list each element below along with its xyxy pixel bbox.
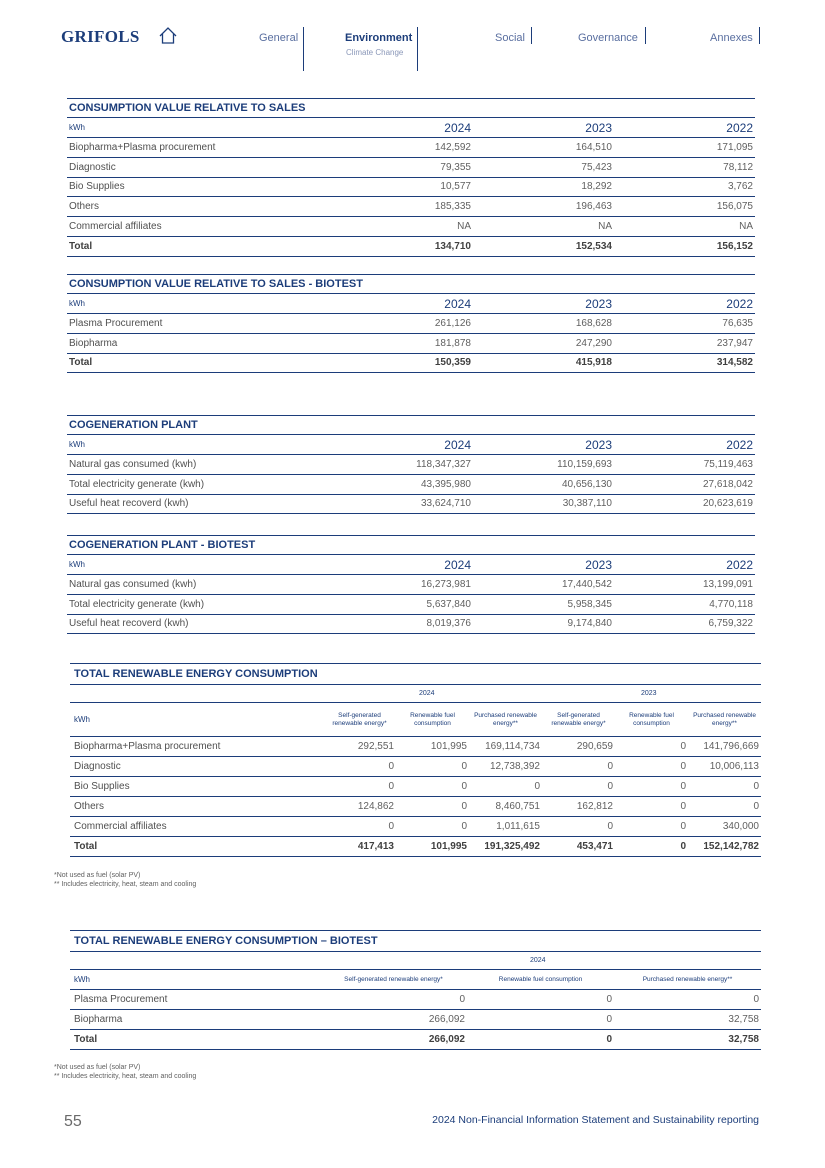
table-consumption-sales <box>67 98 755 257</box>
table-header-row: kWh 2024 2023 2022 <box>67 294 755 314</box>
table-row: Plasma Procurement 0 0 0 <box>70 990 761 1010</box>
table-total-row: Total 134,710 152,534 156,152 <box>67 237 755 257</box>
table-title: CONSUMPTION VALUE RELATIVE TO SALES <box>67 99 755 118</box>
table-row: Diagnostic 0 0 12,738,392 0 0 10,006,113 <box>70 757 761 777</box>
table-cogeneration <box>67 415 755 514</box>
table-row: Natural gas consumed (kwh) 16,273,981 17,440,542 13,199,091 <box>67 575 755 595</box>
table-row: Diagnostic 79,355 75,423 78,112 <box>67 158 755 178</box>
table-title: COGENERATION PLANT <box>67 416 755 435</box>
table-renewable-energy <box>70 663 761 857</box>
table-row: Commercial affiliates NA NA NA <box>67 217 755 237</box>
table-header-row <box>67 118 755 138</box>
table-row: Commercial affiliates 0 0 1,011,615 0 0 340,000 <box>70 817 761 837</box>
footnotes: *Not used as fuel (solar PV) ** Includes electricity, heat, steam and cooling <box>54 872 197 888</box>
table-row: Biopharma 266,092 0 32,758 <box>70 1010 761 1030</box>
table-header-row: kWh 2024 2023 2022 <box>67 435 755 455</box>
table-header-row: kWh Self-generated renewable energy* Renewable fuel consumption Purchased renewable energy** Self-generated renewable energy* Renewable fuel consumption Purchased renewable energy** <box>70 703 761 737</box>
footnotes: *Not used as fuel (solar PV) ** Includes electricity, heat, steam and cooling <box>54 1064 197 1080</box>
nav-annexes[interactable]: Annexes <box>710 32 753 44</box>
year-header-row: 2024 <box>70 952 761 970</box>
table-row: Useful heat recoverd (kwh) 33,624,710 30,387,110 20,623,619 <box>67 495 755 515</box>
table-row: Biopharma+Plasma procurement 292,551 101,995 169,114,734 290,659 0 141,796,669 <box>70 737 761 757</box>
table-row: Others 124,862 0 8,460,751 162,812 0 0 <box>70 797 761 817</box>
table-row: Useful heat recoverd (kwh) 8,019,376 9,174,840 6,759,322 <box>67 615 755 635</box>
table-header-row: kWh Self-generated renewable energy* Renewable fuel consumption Purchased renewable energy** <box>70 970 761 990</box>
page-number: 55 <box>64 1113 82 1130</box>
table-row: Total electricity generate (kwh) 43,395,980 40,656,130 27,618,042 <box>67 475 755 495</box>
table-row: Bio Supplies 10,577 18,292 3,762 <box>67 178 755 198</box>
table-row: Plasma Procurement 261,126 168,628 76,635 <box>67 314 755 334</box>
table-row: Biopharma 181,878 247,290 237,947 <box>67 334 755 354</box>
table-total-row: Total 266,092 0 32,758 <box>70 1030 761 1050</box>
year-2023: 2023 <box>585 120 612 135</box>
table-title: TOTAL RENEWABLE ENERGY CONSUMPTION – BIOTEST <box>70 931 761 952</box>
grifols-logo: GRIFOLS <box>61 27 140 46</box>
table-row: Bio Supplies 0 0 0 0 0 0 <box>70 777 761 797</box>
nav-sub-climate-change[interactable]: Climate Change <box>346 48 404 57</box>
nav-governance[interactable]: Governance <box>578 32 638 44</box>
footer-title: 2024 Non-Financial Information Statement and Sustainability reporting <box>432 1114 759 1126</box>
table-row: Total electricity generate (kwh) 5,637,840 5,958,345 4,770,118 <box>67 595 755 615</box>
table-consumption-sales-biotest <box>67 274 755 373</box>
year-2022: 2022 <box>726 120 753 135</box>
table-row: Biopharma+Plasma procurement 142,592 164,510 171,095 <box>67 138 755 158</box>
home-icon[interactable] <box>158 26 178 46</box>
table-title: COGENERATION PLANT - BIOTEST <box>67 536 755 555</box>
nav-general[interactable]: General <box>259 32 299 44</box>
nav-social[interactable]: Social <box>495 32 525 44</box>
table-title: CONSUMPTION VALUE RELATIVE TO SALES - BIOTEST <box>67 275 755 294</box>
table-header-row: kWh 2024 2023 2022 <box>67 555 755 575</box>
table-cogeneration-biotest <box>67 535 755 634</box>
unit-label: kWh <box>69 123 85 132</box>
table-total-row: Total 417,413 101,995 191,325,492 453,471 0 152,142,782 <box>70 837 761 857</box>
table-renewable-energy-biotest <box>70 930 761 1050</box>
year-2024: 2024 <box>444 120 471 135</box>
year-header-row: 2024 2023 <box>70 685 761 703</box>
nav-environment[interactable]: Environment <box>345 32 413 44</box>
table-row: Others 185,335 196,463 156,075 <box>67 197 755 217</box>
table-title: TOTAL RENEWABLE ENERGY CONSUMPTION <box>70 664 761 685</box>
table-row: Natural gas consumed (kwh) 118,347,327 110,159,693 75,119,463 <box>67 455 755 475</box>
table-total-row: Total 150,359 415,918 314,582 <box>67 354 755 374</box>
